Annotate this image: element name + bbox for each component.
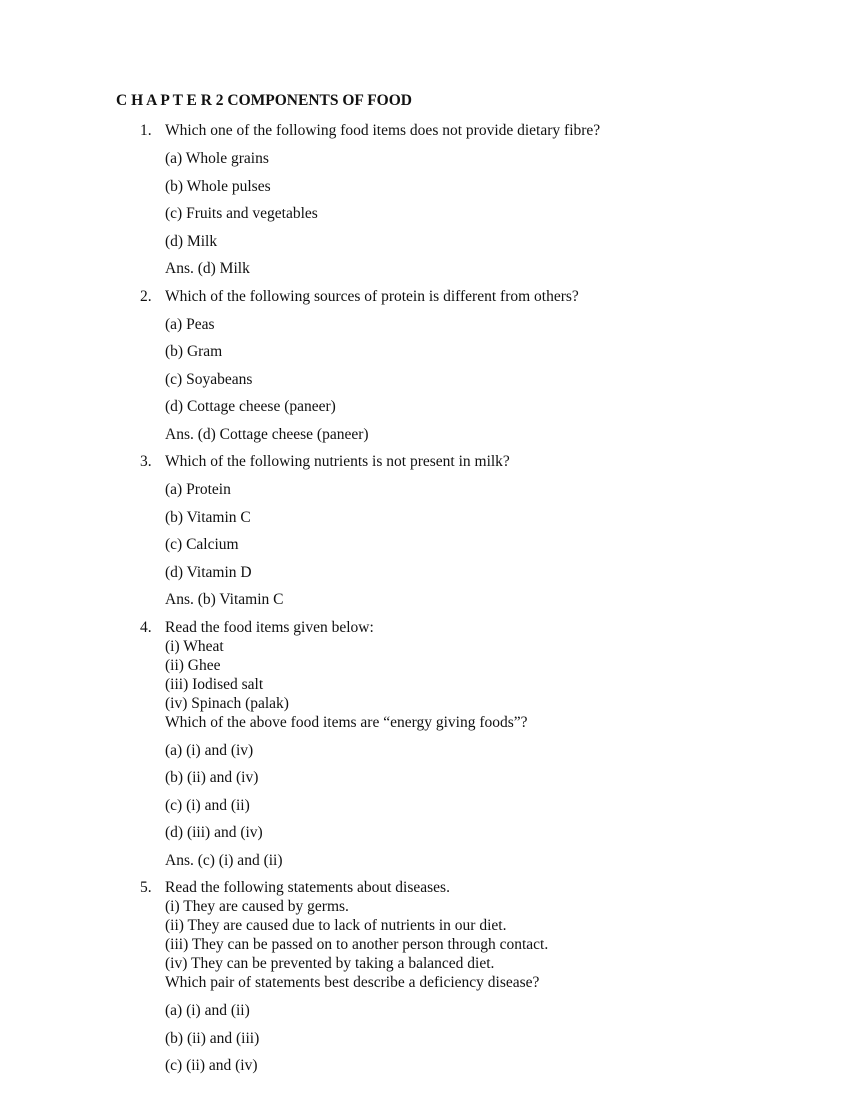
option: (b) Whole pulses: [165, 177, 271, 195]
option: (c) (i) and (ii): [165, 796, 250, 814]
option: (b) (ii) and (iii): [165, 1029, 260, 1047]
question-stem: [165, 452, 820, 471]
question-number: 1.: [140, 122, 152, 139]
options: [165, 476, 820, 614]
chapter-title: C H A P T E R 2 COMPONENTS OF FOOD: [116, 92, 412, 109]
stem-line: (i) Wheat: [165, 637, 224, 655]
question-4: [140, 618, 820, 875]
question-number: 3.: [140, 453, 152, 470]
stem-line: Which pair of statements best describe a deficiency disease?: [165, 974, 540, 991]
stem-line: Read the food items given below:: [165, 618, 374, 636]
options: [165, 145, 820, 283]
option: (d) (iii) and (iv): [165, 824, 263, 841]
option: (c) (ii) and (iv): [165, 1057, 258, 1074]
question-stem: [165, 121, 820, 140]
question-number: 4.: [140, 618, 152, 636]
stem-line: (iii) They can be passed on to another person through contact.: [165, 936, 549, 953]
question-5: [140, 878, 820, 1080]
stem-line: Which of the above food items are “energy giving foods”?: [165, 713, 528, 731]
question-stem: [165, 287, 820, 306]
stem-line: (iv) They can be prevented by taking a balanced diet.: [165, 955, 495, 972]
option: (a) (i) and (iv): [165, 741, 254, 759]
answer: Ans. (c) (i) and (ii): [165, 851, 283, 869]
option: (c) Soyabeans: [165, 370, 253, 388]
stem-line: (ii) They are caused due to lack of nutrients in our diet.: [165, 917, 507, 934]
options: [165, 311, 820, 449]
option: (b) Vitamin C: [165, 508, 251, 526]
question-number: 5.: [140, 879, 152, 896]
option: (a) (i) and (ii): [165, 1002, 250, 1019]
question-stem: [165, 618, 820, 732]
option: (d) Cottage cheese (paneer): [165, 398, 336, 415]
stem-line: Which one of the following food items does not provide dietary fibre?: [165, 122, 601, 139]
option: (d) Vitamin D: [165, 563, 252, 581]
stem-line: Which of the following nutrients is not present in milk?: [165, 453, 510, 470]
question-1: [140, 121, 820, 283]
option: (c) Calcium: [165, 536, 239, 553]
option: (a) Peas: [165, 315, 215, 333]
question-2: [140, 287, 820, 449]
answer: Ans. (d) Milk: [165, 260, 250, 277]
option: (b) Gram: [165, 343, 223, 360]
options: [165, 737, 820, 875]
option: (b) (ii) and (iv): [165, 769, 259, 786]
question-stem: [165, 878, 820, 992]
option: (c) Fruits and vegetables: [165, 205, 318, 222]
question-number: 2.: [140, 287, 152, 305]
question-list: [140, 117, 820, 1080]
stem-line: (ii) Ghee: [165, 656, 221, 674]
option: (a) Protein: [165, 481, 231, 498]
option: (d) Milk: [165, 232, 218, 250]
question-3: [140, 452, 820, 614]
stem-line: Read the following statements about diseases.: [165, 879, 450, 896]
option: (a) Whole grains: [165, 150, 269, 167]
stem-line: (iv) Spinach (palak): [165, 694, 289, 712]
stem-line: (i) They are caused by germs.: [165, 898, 349, 915]
answer: Ans. (d) Cottage cheese (paneer): [165, 425, 369, 443]
stem-line: Which of the following sources of protein is different from others?: [165, 287, 579, 305]
answer: Ans. (b) Vitamin C: [165, 591, 284, 608]
options: [165, 997, 820, 1080]
stem-line: (iii) Iodised salt: [165, 675, 264, 693]
